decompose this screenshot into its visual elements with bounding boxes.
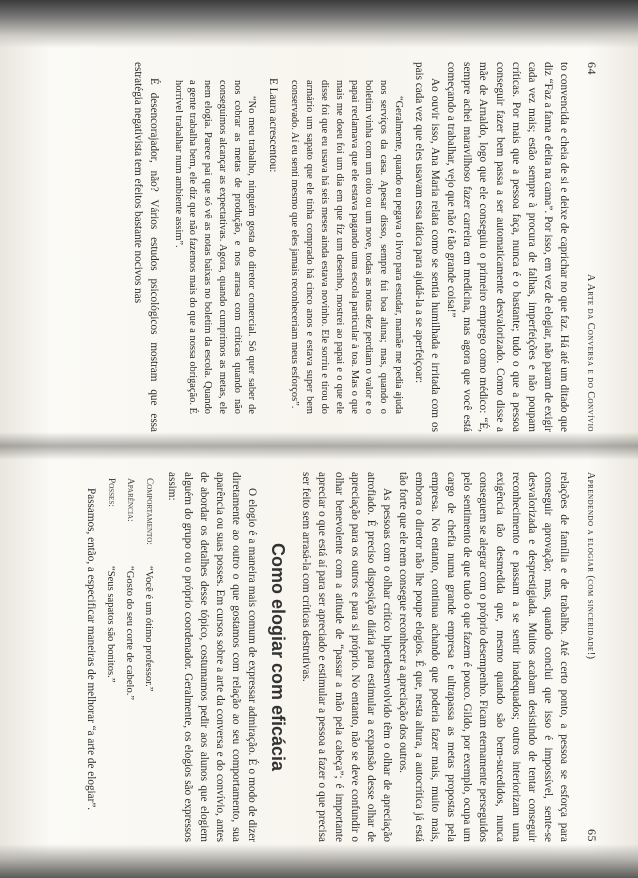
example-row xyxy=(141,478,156,842)
left-closing-paragraph: É desencorajador, não? Vários estudos psicológicos mostram que essa estratégia negativista tem efeitos bastante nocivos nas xyxy=(131,62,160,432)
left-quote-1: “Geralmente, quando eu pegava o livro para estudar, mamãe me pedia ajuda nos serviços da casa. Apesar disso, sempre fui boa aluna; mas, quando o boletim vinha com um oito ou um nove, todas as notas dez perdiam o valor e o papai reclamava que ele estava pagando uma escola particular à toa. Mas o que mais me doeu foi um dia em que fiz um desenho, mostrei ao papai e o que ele disse foi que eu usava há seis meses ainda estava novinho. Ele sorriu e tirou do armário um sapato que ele tinha comprado há cinco anos e estava super bem conservado. Aí eu senti mesmo que eles jamais reconheceriam meus esforços”. xyxy=(289,80,404,414)
scanner-top-edge-shadow xyxy=(0,0,638,48)
example-label: Posses: xyxy=(105,478,116,507)
example-label: Aparência: xyxy=(124,478,135,522)
left-running-head xyxy=(582,62,600,432)
right-page-number: 65 xyxy=(585,829,599,842)
left-page xyxy=(40,62,600,432)
section-paragraph: O elogio é a maneira mais comum de expressar admiração. É o modo de dizer diretamente ao outro o que gostamos com relação ao seu comportamento, sua aparência ou suas posses. Em cursos sobre a arte da conversa e do convívio, antes de abordar os detalhes desse tópico, costumamos pedir aos alunos que elogiem alguém do grupo ou o próprio coordenador. Geralmente, os elogios são expressos assim: xyxy=(165,472,259,842)
right-running-head xyxy=(582,472,600,842)
right-paragraph-2: As pessoas com o olhar crítico hiperdesenvolvido têm o olhar de apreciação atrofiado. É preciso disposição diária para estimular a expansão desse olhar de apreciação para os outros e para si próprio. No entanto, não se deve confundir o olhar benevolente com a atitude de “passar a mão pela cabeça”; é importante apreciar o que está aí para ser apreciado e estimular a pessoa a fazer o que precisa ser feito sem arrasá-la com críticas destrutivas. xyxy=(300,472,393,842)
scanner-bottom-edge-shadow xyxy=(0,844,638,878)
elogio-examples xyxy=(103,478,156,842)
example-row xyxy=(122,478,137,842)
left-paragraph-2: Ao ouvir isso, Ana Maria relata como se sentia humilhada e irritada com os pais cada vez que eles usavam essa tática para ajudá-la a se aperfeiçoar: xyxy=(413,62,442,432)
left-page-number: 64 xyxy=(585,62,599,75)
example-row xyxy=(103,478,118,842)
example-text: “Você é um ótimo professor.” xyxy=(142,566,154,692)
right-running-head-title: Aprendendo a elogiar (com sinceridade!) xyxy=(585,472,596,660)
right-page xyxy=(40,472,600,842)
right-closing-paragraph: Passamos, então, a especificar maneiras de melhorar “a arte de elogiar”. xyxy=(84,488,97,811)
book-spread xyxy=(40,62,600,842)
left-lead-in: E Laura acrescentou: xyxy=(266,78,279,173)
example-text: “Seus sapatos são bonitos.” xyxy=(104,566,116,683)
example-label: Comportamento: xyxy=(143,478,154,545)
left-quote-2: “No meu trabalho, ninguém gosta do diretor comercial. Só quer saber de nos cobrar as metas de produção, e nos arrasa com críticas quando não conseguimos alcançar as expectativas. Agora, quando cumprimos as metas, ele nem elogia. Parece pai que só vê as notas baixas no boletim da escola. Quando a gente trabalha bem, ele diz que não fazemos mais do que a nossa obrigação. É horrível trabalhar num ambiente assim”. xyxy=(172,80,258,414)
left-paragraph-1: to convencida e cheia de si e deixe de caprichar no que faz. Há até um ditado que diz “Faz a fama e deita na cama”. Por isso, em vez de elogiar, não param de exigir cada vez mais; estão sempre à procura de falhas, imperfeições e não poupam críticas. Por mais que a pessoa faça, nunca é o bastante; tudo o que a pessoa conseguir fazer bem passa a ser automaticamente desvalorizado. Como disse a mãe de Arnaldo, logo que ele conseguiu o primeiro emprego como médico: “É, sempre achei maravilhoso fazer carreira em medicina, mas agora que você está começando a trabalhar, vejo que não é tão grande coisa!” xyxy=(445,62,570,432)
example-text: “Gosto do seu corte de cabelo.” xyxy=(123,566,135,701)
left-running-head-title: A Arte da Conversa e do Convívio xyxy=(585,274,596,432)
right-paragraph-1: relações de família e de trabalho. Até certo ponto, a pessoa se esforça para conseguir aprovação; mas, quando conclui que isso é impossível, sente-se desvalorizada e desprestigiada. Muitos acabam desistindo de tentar conseguir reconhecimento e passam a se sentir inadequados; outros interiorizam uma exigência tão desmedida que, mesmo quando são bem-sucedidos, nunca conseguem se alegrar com o próprio desempenho. Ficam eternamente perseguidos pelo sentimento de que tudo o que fazem é pouco. Gildo, por exemplo, ocupa um cargo de chefia numa grande empresa e ultrapassa as metas propostas pela empresa. No entanto, continua achando que poderia fazer mais, muito mais, embora o diretor não lhe poupe elogios. É que, nesta altura, a autocrítica já está tão forte que ele nem consegue reconhecer a apreciação dos outros. xyxy=(396,472,570,842)
section-title: Como elogiar com eficácia xyxy=(268,542,289,772)
